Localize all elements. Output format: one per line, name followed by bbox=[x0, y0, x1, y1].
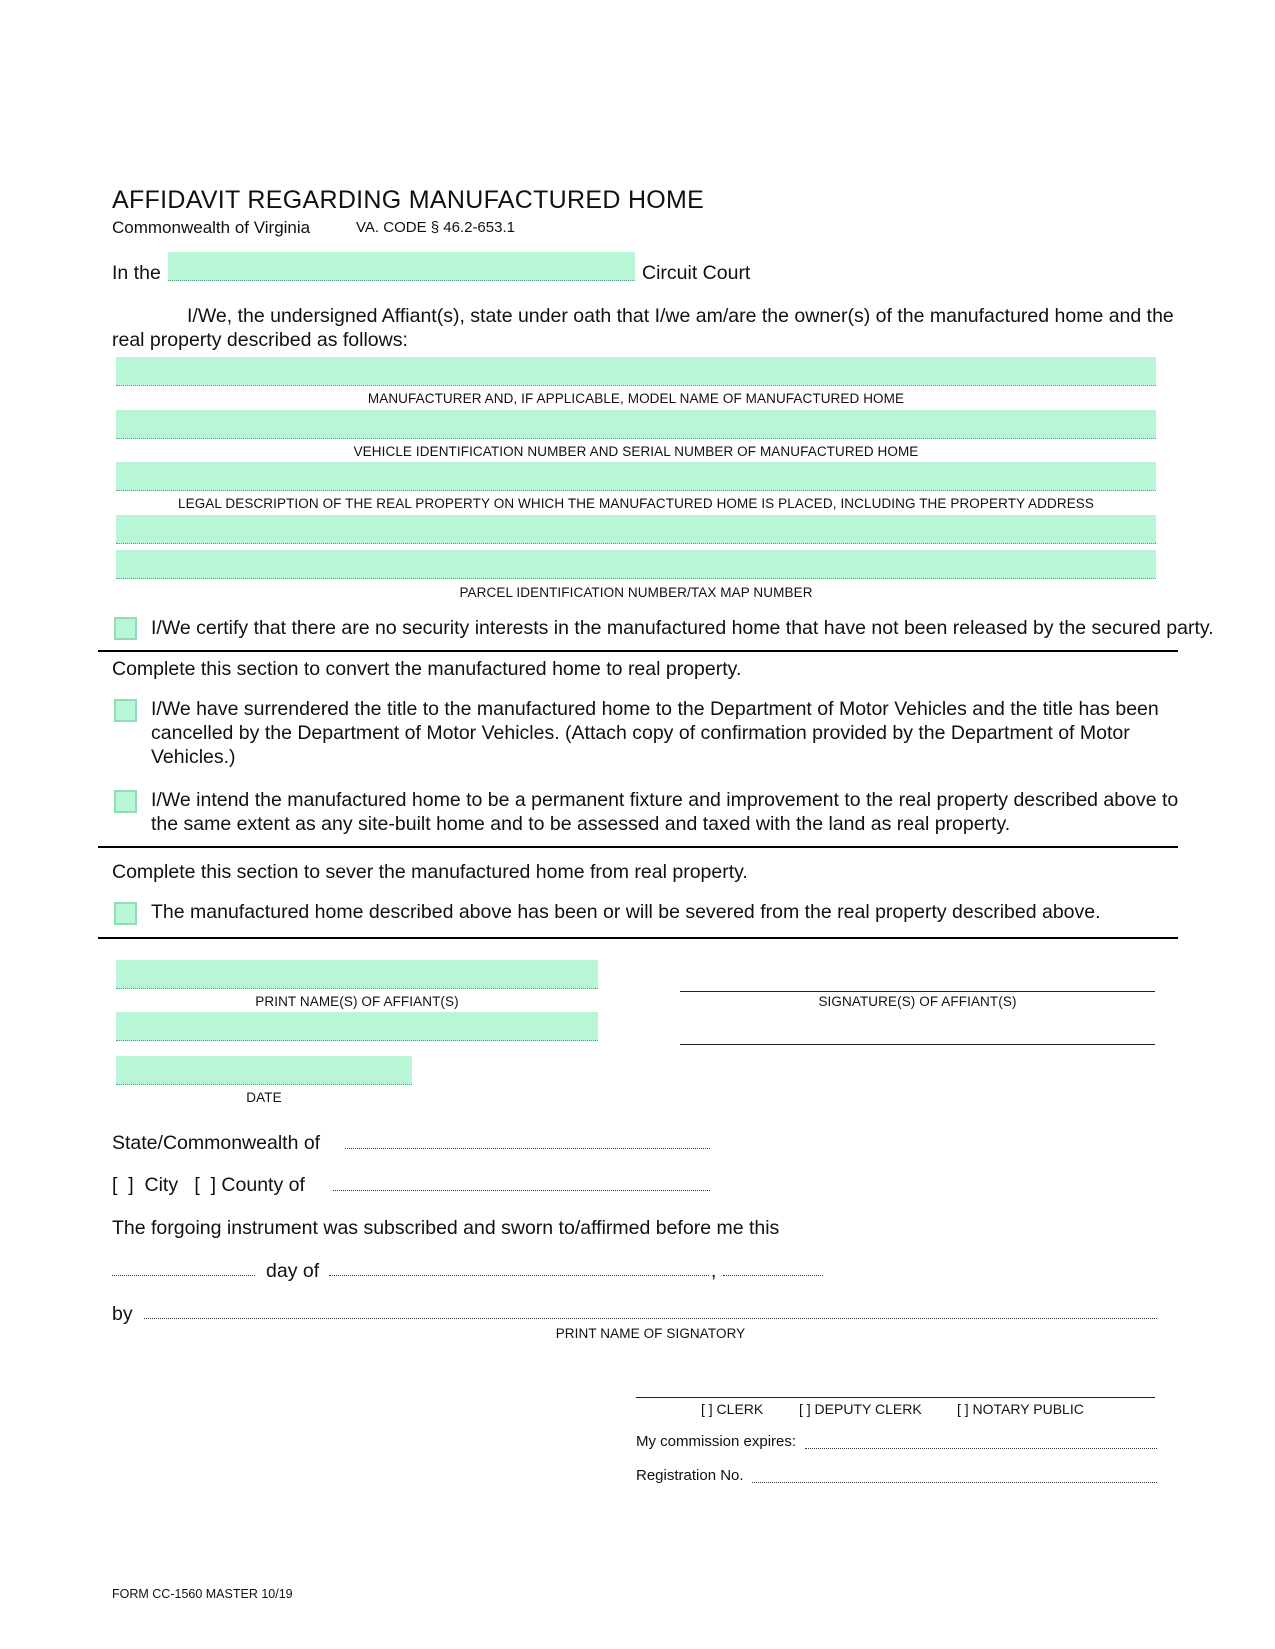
legal-description-label: LEGAL DESCRIPTION OF THE REAL PROPERTY ON WHICH THE MANUFACTURED HOME IS PLACED, INCLUDING THE PROPERTY ADDRESS bbox=[177, 496, 1095, 511]
convert-heading: Complete this section to convert the manufactured home to real property. bbox=[112, 658, 742, 680]
surrendered-title-checkbox[interactable] bbox=[114, 699, 137, 722]
manufacturer-field[interactable] bbox=[116, 357, 1156, 386]
signatory-field[interactable] bbox=[144, 1306, 1157, 1319]
print-names-label: PRINT NAME(S) OF AFFIANT(S) bbox=[255, 994, 459, 1009]
state-field[interactable] bbox=[345, 1136, 710, 1149]
registration-label: Registration No. bbox=[636, 1467, 744, 1484]
signature-line-1 bbox=[680, 991, 1155, 992]
signatures-label: SIGNATURE(S) OF AFFIANT(S) bbox=[818, 994, 1017, 1009]
city-county-label: [ ] City [ ] County of bbox=[112, 1174, 305, 1196]
parcel-field-2[interactable] bbox=[116, 550, 1156, 579]
day-of-label: day of bbox=[266, 1260, 320, 1282]
certify-text: I/We certify that there are no security interests in the manufactured home that have not been released by the secured party. bbox=[151, 617, 1214, 639]
parcel-field-1[interactable] bbox=[116, 515, 1156, 544]
severed-checkbox[interactable] bbox=[114, 902, 137, 925]
officer-signature-line bbox=[636, 1397, 1155, 1398]
deputy-clerk-option[interactable]: [ ] DEPUTY CLERK bbox=[799, 1401, 922, 1417]
convert-item1-line3: Vehicles.) bbox=[151, 746, 236, 768]
commission-label: My commission expires: bbox=[636, 1433, 797, 1450]
state-label: State/Commonwealth of bbox=[112, 1132, 321, 1154]
court-prefix: In the bbox=[112, 262, 161, 284]
county-field[interactable] bbox=[333, 1178, 710, 1191]
sever-item-text: The manufactured home described above has been or will be severed from the real property described above. bbox=[151, 901, 1101, 923]
convert-item2-line2: the same extent as any site-built home and to be assessed and taxed with the land as real property. bbox=[151, 813, 1011, 835]
convert-item1-line1: I/We have surrendered the title to the manufactured home to the Department of Motor Vehicles and the title has been bbox=[151, 698, 1159, 720]
by-label: by bbox=[112, 1303, 133, 1325]
date-label: DATE bbox=[246, 1090, 282, 1105]
day-field[interactable] bbox=[112, 1263, 255, 1276]
form-number: FORM CC-1560 MASTER 10/19 bbox=[112, 1587, 293, 1601]
section-divider-1 bbox=[98, 650, 1178, 652]
clerk-option[interactable]: [ ] CLERK bbox=[701, 1401, 764, 1417]
intro-line-1: I/We, the undersigned Affiant(s), state under oath that I/we am/are the owner(s) of the manufactured home and the bbox=[187, 305, 1174, 327]
sworn-text: The forgoing instrument was subscribed and sworn to/affirmed before me this bbox=[112, 1217, 780, 1239]
date-field[interactable] bbox=[116, 1056, 412, 1085]
section-divider-3 bbox=[98, 937, 1178, 939]
affiant-name-field-1[interactable] bbox=[116, 960, 598, 989]
circuit-court-field[interactable] bbox=[168, 252, 635, 281]
parcel-label: PARCEL IDENTIFICATION NUMBER/TAX MAP NUMBER bbox=[459, 585, 813, 600]
commission-field[interactable] bbox=[805, 1436, 1157, 1449]
intro-line-2: real property described as follows: bbox=[112, 329, 408, 351]
convert-item1-line2: cancelled by the Department of Motor Vehicles. (Attach copy of confirmation provided by the Department of Motor bbox=[151, 722, 1130, 744]
signature-line-2 bbox=[680, 1044, 1155, 1045]
convert-item2-line1: I/We intend the manufactured home to be a permanent fixture and improvement to the real property described above to bbox=[151, 789, 1179, 811]
vin-field[interactable] bbox=[116, 410, 1156, 439]
legal-description-field[interactable] bbox=[116, 462, 1156, 491]
form-title: AFFIDAVIT REGARDING MANUFACTURED HOME bbox=[112, 186, 705, 214]
no-security-interest-checkbox[interactable] bbox=[114, 617, 137, 640]
permanent-fixture-checkbox[interactable] bbox=[114, 790, 137, 813]
va-code: VA. CODE § 46.2-653.1 bbox=[356, 219, 515, 236]
sever-heading: Complete this section to sever the manufactured home from real property. bbox=[112, 861, 748, 883]
comma: , bbox=[711, 1260, 717, 1282]
section-divider-2 bbox=[98, 846, 1178, 848]
month-field[interactable] bbox=[329, 1263, 709, 1276]
court-suffix: Circuit Court bbox=[642, 262, 751, 284]
vin-label: VEHICLE IDENTIFICATION NUMBER AND SERIAL NUMBER OF MANUFACTURED HOME bbox=[353, 444, 919, 459]
print-signatory-label: PRINT NAME OF SIGNATORY bbox=[555, 1326, 746, 1341]
affiant-name-field-2[interactable] bbox=[116, 1012, 598, 1041]
form-subtitle: Commonwealth of Virginia bbox=[112, 218, 311, 237]
manufacturer-label: MANUFACTURER AND, IF APPLICABLE, MODEL NAME OF MANUFACTURED HOME bbox=[367, 391, 905, 406]
year-field[interactable] bbox=[723, 1263, 823, 1276]
registration-field[interactable] bbox=[752, 1470, 1157, 1483]
notary-public-option[interactable]: [ ] NOTARY PUBLIC bbox=[957, 1401, 1084, 1417]
